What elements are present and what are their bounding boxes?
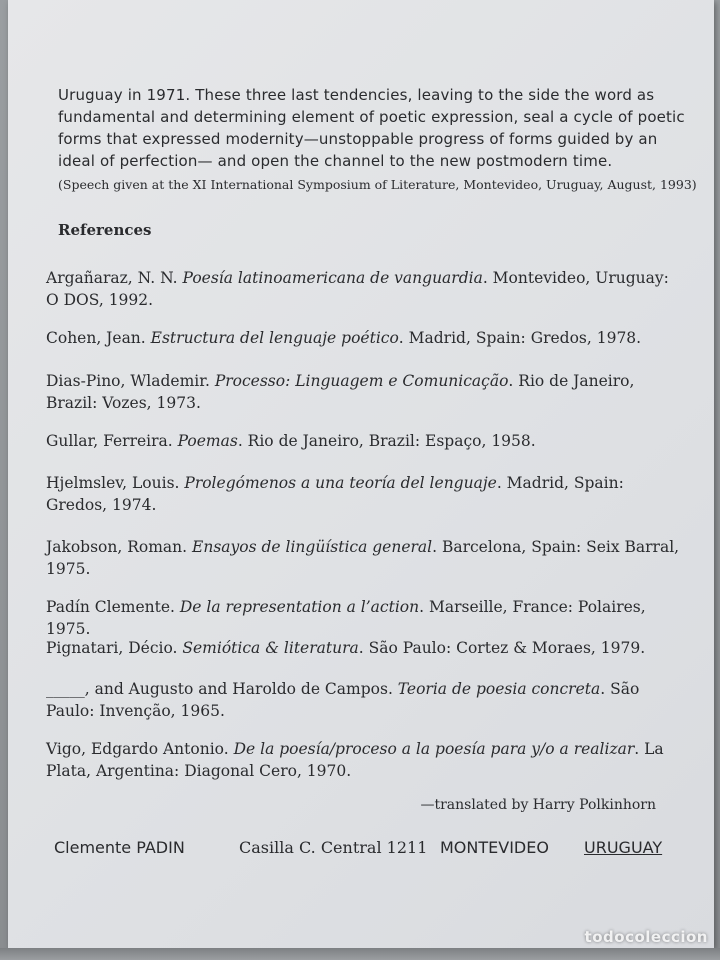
- reference-item: [46, 267, 686, 311]
- reference-author: Jakobson, Roman.: [46, 538, 193, 556]
- reference-item: [46, 472, 686, 516]
- reference-title: De la poesía/proceso a la poesía para y/o a realizar: [233, 740, 635, 758]
- reference-title: Semiótica & literatura: [182, 639, 359, 657]
- reference-publication: . Madrid, Spain: Gredos, 1978.: [398, 329, 642, 347]
- reference-author: Padín Clemente.: [46, 598, 180, 616]
- references-heading: References: [58, 221, 152, 239]
- footer-city: MONTEVIDEO: [440, 838, 549, 857]
- reference-title: Processo: Linguagem e Comunicação: [214, 372, 509, 390]
- reference-author: Dias-Pino, Wlademir.: [46, 372, 215, 390]
- reference-item: [46, 596, 686, 640]
- reference-publication: . La Plata, Argentina: Diagonal Cero, 1970.: [46, 740, 664, 780]
- reference-item: [46, 738, 686, 782]
- translator-credit: —translated by Harry Polkinhorn: [420, 797, 656, 813]
- reference-author: Hjelmslev, Louis.: [46, 474, 185, 492]
- table-surface: [0, 948, 720, 960]
- reference-item: [46, 430, 686, 452]
- reference-author: Vigo, Edgardo Antonio.: [46, 740, 234, 758]
- reference-title: Poesía latinoamericana de vanguardia: [182, 269, 483, 287]
- reference-title: Estructura del lenguaje poético: [150, 329, 399, 347]
- reference-author: Pignatari, Décio.: [46, 639, 183, 657]
- reference-publication: . São Paulo: Cortez & Moraes, 1979.: [358, 639, 646, 657]
- footer-postal-box: Casilla C. Central 1211: [239, 838, 428, 857]
- reference-title: Poemas: [177, 432, 238, 450]
- footer-name: Clemente PADIN: [54, 838, 185, 857]
- reference-author: _____, and Augusto and Haroldo de Campos.: [46, 680, 398, 698]
- reference-item: [46, 678, 686, 722]
- reference-title: Teoria de poesia concreta: [397, 680, 601, 698]
- reference-title: De la representation a l’action: [179, 598, 420, 616]
- watermark-logo: todocoleccion: [584, 928, 708, 946]
- reference-publication: . Marseille, France: Polaires, 1975.: [46, 598, 646, 638]
- reference-publication: . Barcelona, Spain: Seix Barral, 1975.: [46, 538, 680, 578]
- reference-item: [46, 536, 686, 580]
- footer-country: URUGUAY: [584, 838, 663, 857]
- reference-item: [46, 327, 686, 349]
- reference-author: Cohen, Jean.: [46, 329, 151, 347]
- reference-publication: . Rio de Janeiro, Brazil: Espaço, 1958.: [237, 432, 536, 450]
- reference-title: Ensayos de lingüística general: [192, 538, 433, 556]
- reference-author: Argañaraz, N. N.: [46, 269, 183, 287]
- reference-publication: . São Paulo: Invenção, 1965.: [46, 680, 640, 720]
- reference-publication: . Madrid, Spain: Gredos, 1974.: [46, 474, 624, 514]
- reference-item: [46, 637, 686, 659]
- speech-note: (Speech given at the XI International Symposium of Literature, Montevideo, Uruguay, August, 1993): [58, 177, 697, 192]
- document-page: [8, 0, 714, 948]
- reference-publication: . Rio de Janeiro, Brazil: Vozes, 1973.: [46, 372, 635, 412]
- reference-publication: . Montevideo, Uruguay: O DOS, 1992.: [46, 269, 669, 309]
- reference-title: Prolegómenos a una teoría del lenguaje: [184, 474, 497, 492]
- intro-paragraph: Uruguay in 1971. These three last tendencies, leaving to the side the word as fundamental and determining element of poetic expression, seal a cycle of poetic forms that expressed modernity—unstoppable progress of forms guided by an ideal of perfection— and open the channel to the new postmodern time.: [58, 86, 685, 170]
- reference-item: [46, 370, 686, 414]
- reference-author: Gullar, Ferreira.: [46, 432, 178, 450]
- footer-address-line: [54, 838, 694, 862]
